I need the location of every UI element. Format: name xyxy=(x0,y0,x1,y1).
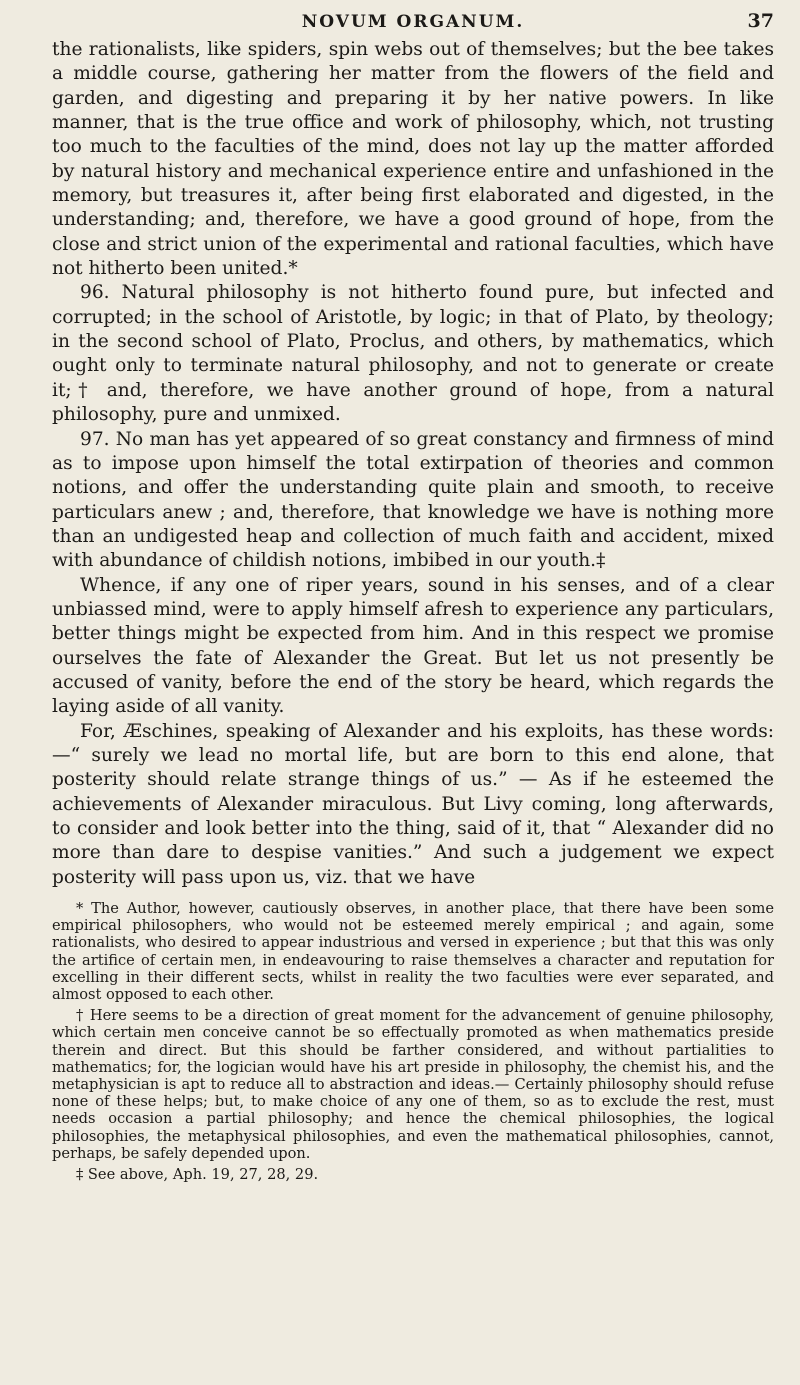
paragraph-whence: Whence, if any one of riper years, sound in his senses, and of a clear unbiassed mind, were to apply himself afresh to experience any particulars, better things might be expected from him. And in this respect we promise ourselves the fate of Alexander the Great. But let us not presently be accused of vanity, before the end of the story be heard, which regards the laying aside of all vanity. xyxy=(52,574,774,718)
footnote-dagger: † Here seems to be a direction of great moment for the advancement of genuine philosophy, which certain men conceive cannot be so effectually promoted as when mathematics preside therein and direct. But this should be farther considered, and without partialities to mathematics; for, the logician would have his art preside in philosophy, the chemist his, and the metaphysician is apt to reduce all to abstraction and ideas.— Certainly philosophy should refuse none of these helps; but, to make choice of any one of them, so as to exclude the rest, must needs occasion a partial philosophy; and hence the chemical philosophies, the logical philosophies, the metaphysical philosophies, and even the mathematical philosophies, cannot, perhaps, be safely depended upon. xyxy=(52,1007,774,1162)
running-title: NOVUM ORGANUM. xyxy=(301,12,525,32)
footnote-double-dagger: ‡ See above, Aph. 19, 27, 28, 29. xyxy=(76,1166,319,1184)
page-number: 37 xyxy=(747,10,774,32)
page-header xyxy=(52,8,774,38)
paragraph-continuation: the rationalists, like spiders, spin webs out of themselves; but the bee takes a middle course, gathering her matter from the flowers of the field and garden, and digesting and preparing it by her native powers. In like manner, that is the true office and work of philosophy, which, not trusting too much to the faculties of the mind, does not lay up the matter afforded by natural history and mechanical experience entire and unfashioned in the memory, but treasures it, after being first elaborated and digested, in the understanding; and, therefore, we have a good ground of hope, from the close and strict union of the experimental and rational faculties, which have not hitherto been united.* xyxy=(52,39,774,280)
paragraph-aeschines: For, Æschines, speaking of Alexander and his exploits, has these words:—“ surely we lead no mortal life, but are born to this end alone, that posterity should relate strange things of us.” — As if he esteemed the achievements of Alexander miraculous. But Livy coming, long afterwards, to consider and look better into the thing, said of it, that “ Alexander did no more than dare to despise vanities.” And such a judgement we expect posterity will pass upon us, viz. that we have xyxy=(52,720,774,888)
aphorism-97: 97. No man has yet appeared of so great constancy and firmness of mind as to impose upon himself the total extirpation of theories and common notions, and offer the understanding quite plain and smooth, to receive particulars anew ; and, therefore, that knowledge we have is nothing more than an undigested heap and collection of much faith and accident, mixed with abundance of childish notions, imbibed in our youth.‡ xyxy=(52,428,774,572)
footnote-asterisk: * The Author, however, cautiously observes, in another place, that there have been some empirical philosophers, who would not be esteemed merely empirical ; and again, some rationalists, who desired to appear industrious and versed in experience ; but that this was only the artifice of certain men, in endeavouring to raise themselves a character and reputation for excelling in their different sects, whilst in reality the two faculties were ever separated, and almost opposed to each other. xyxy=(52,900,774,1004)
main-text xyxy=(52,38,774,890)
aphorism-96: 96. Natural philosophy is not hitherto found pure, but infected and corrupted; in the school of Aristotle, by logic; in that of Plato, by theology; in the second school of Plato, Proclus, and others, by mathematics, which ought only to terminate natural philosophy, and not to generate or create it;† and, therefore, we have another ground of hope, from a natural philosophy, pure and unmixed. xyxy=(52,282,774,426)
footnotes xyxy=(52,900,774,1183)
